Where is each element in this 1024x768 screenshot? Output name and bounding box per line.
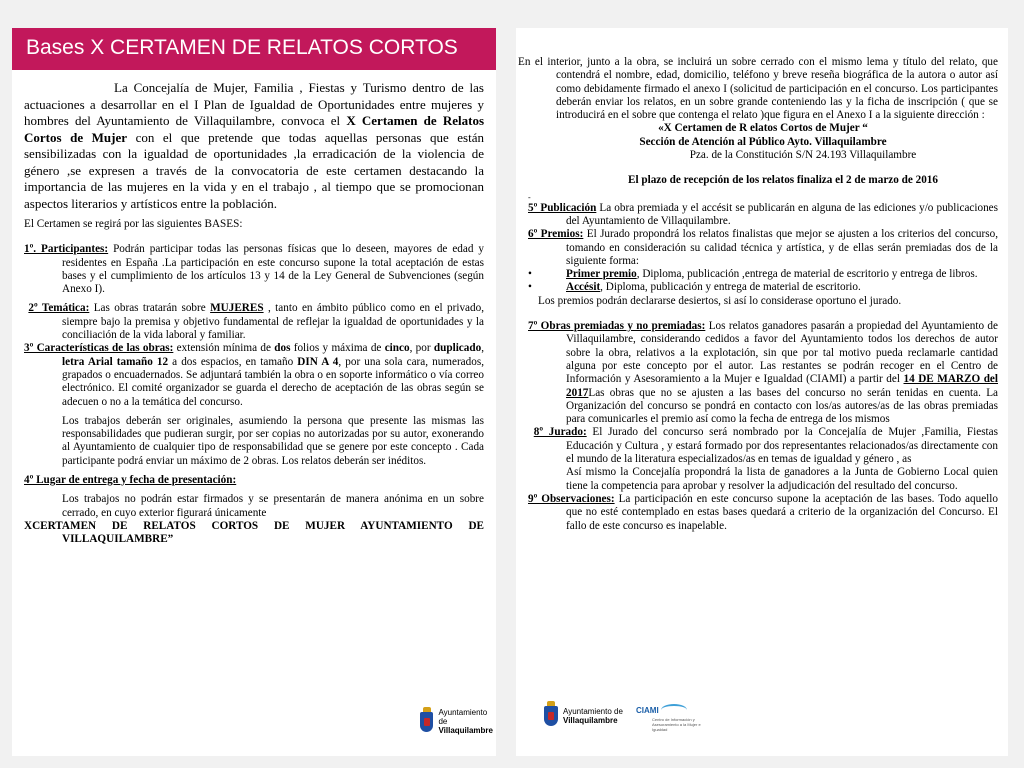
tematica-mujeres: MUJERES (210, 302, 264, 315)
section-text: Los relatos ganadores pasarán a propiedad del Ayuntamiento de Villaquilambre, considerando cedidos a favor del Ayuntamiento todos los derechos de autor sobre la obra, relativos a la explotación, sin que por tal motivo pueda reclamarle cantidad alguna por este concepto por el autor. Las restantes se podrán recoger en el Centro de Información y Asesoramiento a la Mujer e Igualdad (CIAMI) a partir del (566, 320, 998, 386)
ayuntamiento-logo-right (544, 706, 623, 726)
ciami-swoosh-icon (661, 704, 687, 716)
right-column (518, 56, 998, 533)
right-page (516, 28, 1008, 756)
section-text: , (481, 342, 484, 355)
logo-line-2: Villaquilambre (563, 716, 618, 725)
originales-paragraph: Los trabajos deberán ser originales, asumiendo la persona que presente las mismas las responsabilidades que pudieran surgir, por ser copias no autorizadas por su autor, exonerando al Ayuntamiento de cualquier tipo de responsabilidad que se genere por este concepto . Cada participante podrá enviar un máximo de 2 obras. Los relatos deberán ser inéditos. (62, 414, 484, 467)
deadline: El plazo de recepción de los relatos finaliza el 2 de marzo de 2016 (628, 174, 938, 187)
logo-line-1: Ayuntamiento de (438, 708, 488, 726)
section-text: , por (409, 342, 434, 355)
section-text: El Jurado del concurso será nombrado por la Concejalía de Mujer ,Familia, Fiestas Educación y Cultura , y estará formado por dos representantes relacionados/as directamente con el mundo de la literatura especializados/as en temas de igualdad y género , as (566, 426, 998, 466)
page-title: Bases X CERTAMEN DE RELATOS CORTOS (26, 36, 458, 59)
section-participantes (24, 243, 484, 296)
section-text: Las obras tratarán sobre (89, 302, 211, 315)
section-label: 3º Características de las obras: (24, 342, 174, 355)
coat-of-arms-icon (544, 706, 558, 726)
ciami-subtitle: Centro de Información y Asesoramiento a la Mujer e Igualdad (652, 717, 701, 732)
address-line-3: Pza. de la Constitución S/N 24.193 Villaquilambre (689, 149, 917, 162)
jurado-paragraph-2: Así mismo la Concejalía propondrá la lista de ganadores a la Junta de Gobierno Local quien tiene la competencia para aprobar y resolver la adjudicación del resultado del concurso. (566, 466, 998, 492)
section-label: 2º Temática: (28, 302, 90, 315)
prize-label: Accésit (566, 281, 601, 294)
section-jurado (528, 426, 998, 466)
rules-intro: El Certamen se regirá por las siguientes BASES: (24, 218, 243, 230)
intro-paragraph (24, 80, 484, 212)
section-label: 8º Jurado: (533, 426, 587, 439)
ciami-mark: CIAMI (636, 705, 659, 715)
prize-text: , Diploma, publicación y entrega de material de escritorio. (600, 281, 861, 294)
interior-paragraph: En el interior, junto a la obra, se incluirá un sobre cerrado con el mismo lema y título del relato, que contendrá el nombre, edad, domicilio, teléfono y breve reseña biográfica de la autora o autor así como debidamente firmado el anexo I (solicitud de participación en el concurso. Los participantes deberán enviar los relatos, en un sobre grande conteniendo las y la ficha de inscripción ( que se introducirá en el sobre que contenga el relato )que figura en el Anexo I a la siguiente dirección : (518, 56, 998, 122)
address-line-1: «X Certamen de R elatos Cortos de Mujer “ (658, 122, 868, 135)
section-text: a dos espacios, en tamaño (168, 355, 298, 368)
intro-certamen-name: X Certamen de Relatos Cortos de Mujer (24, 113, 484, 145)
section-publicacion (528, 202, 998, 229)
intro-text-a: La Concejalía de Mujer, Familia , Fiestas y Turismo dentro de las actuaciones a desarrollar en el I Plan de Igualdad de Oportunidades entre mujeres y hombres del Ayuntamiento de Villaquilambre, convoca el (24, 80, 484, 128)
ciami-logo (636, 704, 687, 716)
logo-line-2: Villaquilambre (438, 726, 493, 735)
desierto-note: Los premios podrán declararse desiertos, si así lo considerase oportuno el jurado. (538, 294, 902, 307)
section-premios (528, 228, 998, 268)
bullet-primer-premio (528, 268, 998, 281)
bullet-accesit (528, 281, 998, 294)
section-label: 9º Observaciones: (528, 492, 615, 505)
section-text: Las obras que no se ajusten a las bases del concurso no serán tenidas en cuenta. La Organización del concurso se pondrá en contacto con los/as autores/as de las obras premiadas para comunicarles el premio así como la fecha de entrega de los mismos (566, 386, 998, 426)
prize-label: Primer premio (566, 268, 637, 281)
section-caracteristicas (24, 342, 484, 408)
section-text: Podrán participar todas las personas físicas que lo deseen, mayores de edad y residentes en España .La participación en este concurso supone la total aceptación de estas bases y el cumplimiento de los artículos 13 y 14 de la Ley General de Subvenciones (según Anexo I). (62, 243, 484, 296)
bullet-icon: • (528, 268, 532, 281)
address-line-2: Sección de Atención al Público Ayto. Villaquilambre (639, 135, 887, 148)
section-text: La obra premiada y el accésit se publicarán en alguna de las ediciones y/o publicaciones del Ayuntamiento de Villaquilambre. (566, 201, 998, 227)
section-observaciones (528, 493, 998, 533)
logo-text (438, 708, 496, 735)
coat-of-arms-icon (420, 712, 433, 732)
section-label: 4º Lugar de entrega y fecha de presentación: (24, 474, 237, 487)
section-text: extensión mínima de (173, 342, 275, 355)
bold-term: cinco (384, 342, 410, 355)
ayuntamiento-logo-left (420, 708, 496, 735)
pickup-date: 14 DE MARZO del 2017 (566, 373, 998, 399)
logo-line-1: Ayuntamiento de (563, 707, 623, 716)
section-text: , por una sola cara, numerados, grapados o encuadernados. Se adjuntará también la obra o en soporte informático o vía correo electrónico. El comité organizador se guarda el derecho de aceptación de las obras según se adecuen o no a la temática del concurso. (62, 355, 484, 408)
title-bar (12, 28, 496, 70)
left-page (12, 28, 496, 756)
section-text: folios y máxima de (290, 342, 385, 355)
section-label: 6º Premios: (528, 228, 584, 241)
bold-term: letra Arial tamaño 12 (62, 355, 169, 368)
section-label: 1º. Participantes: (24, 243, 109, 256)
entrega-paragraph: Los trabajos no podrán estar firmados y se presentarán de manera anónima en un sobre cerrado, en cuyo exterior figurará únicamente (62, 493, 484, 519)
bold-term: duplicado (433, 342, 482, 355)
left-column (24, 80, 484, 547)
section-label: 5º Publicación (528, 201, 597, 214)
dash-marker: - (528, 192, 531, 202)
bullet-icon: • (528, 281, 532, 294)
section-text: La participación en este concurso supone la aceptación de las bases. Todo aquello que no esté contemplado en estas bases quedará a criterio de la organización del Concurso. El fallo de este concurso es inapelable. (566, 492, 998, 532)
bold-term: dos (274, 342, 291, 355)
bold-term: DIN A 4 (297, 355, 339, 368)
prize-text: , Diploma, publicación ,entrega de material de escritorio y entrega de libros. (636, 268, 978, 281)
section-lugar-entrega (24, 474, 484, 487)
section-tematica (24, 302, 484, 342)
section-obras-premiadas (528, 320, 998, 426)
envelope-label: XCERTAMEN DE RELATOS CORTOS DE MUJER AYUNTAMIENTO DE VILLAQUILAMBRE” (24, 519, 484, 546)
logo-text (563, 707, 623, 725)
intro-text-c: con el que pretende que todas aquellas personas que están sensibilizadas con la igualdad de oportunidades ,la erradicación de la violencia de género ,se expresen a través de la convocatoria de este certamen destacando la importancia de las mujeres en la vida y en el trabajo , al tiempo que se promocionan aspectos literarios y artísticos entre la población. (24, 129, 484, 211)
section-label: 7º Obras premiadas y no premiadas: (528, 320, 706, 333)
section-text: El Jurado propondrá los relatos finalistas que mejor se ajusten a los criterios del concurso, tomando en consideración su calidad técnica y artística, y de ellas serán premiadas dos de la siguiente forma: (566, 228, 998, 267)
section-text: , tanto en ámbito público como en el privado, siempre bajo la premisa y objetivo fundamental de reflejar la igualdad de oportunidades y la conciliación de la vida laboral y familiar. (62, 302, 484, 342)
